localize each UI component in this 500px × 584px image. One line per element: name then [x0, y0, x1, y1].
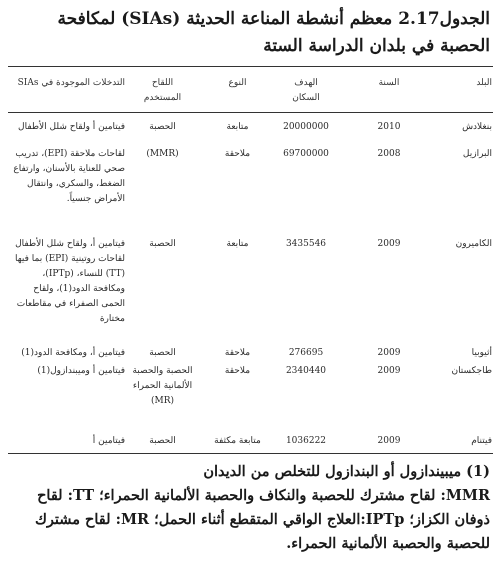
row-country: البرازيل [462, 149, 492, 159]
header-target-line1: الهدف [294, 78, 318, 88]
header-target-line2: السكان [292, 93, 320, 103]
row-population: 2340440 [285, 366, 327, 376]
row-population: 3435546 [285, 239, 327, 249]
row-population: 276695 [288, 348, 324, 358]
header-vaccine-line2: المستخدم [143, 93, 182, 103]
row-country: طاجكستان [451, 366, 492, 376]
row-country: فيتنام [471, 436, 492, 446]
header-interventions: التدخلات الموجودة في SIAs [17, 78, 125, 88]
row-population: 20000000 [283, 122, 329, 132]
row-vaccine: (MMR) [146, 149, 179, 159]
header-year: السنة [378, 78, 400, 88]
table-header-rule [8, 112, 493, 113]
row-vaccine: الحصبة [149, 348, 176, 358]
header-type: النوع [228, 78, 247, 88]
row-year: 2009 [377, 436, 401, 446]
footnotes [10, 460, 490, 556]
row-vaccine: الحصبة [149, 122, 176, 132]
footnote-1: (1) ميبيندازول أو البندازول للتخلص من الديدان [203, 463, 490, 480]
row-population: 69700000 [283, 149, 329, 159]
row-interventions: فيتامين أ، ولقاح شلل الأطفال لقاحات روتينية (EPI) بما فيها (TT) للنساء، (IPTp)، ومكافحة الدود(1)، ولقاح الحمى الصفراء في مقاطعات مختارة [15, 239, 125, 324]
abbreviations: MMR: لقاح مشترك للحصبة والنكاف والحصبة الألمانية الحمراء؛ TT: لقاح ذوفان الكزاز؛ IPTp:العلاج الواقي المتقطع أثناء الحمل؛ MR: لقاح مشترك للحصبة والحصبة الألمانية الحمراء. [34, 487, 490, 552]
row-vaccine: الحصبة [149, 436, 176, 446]
row-year: 2009 [377, 239, 401, 249]
row-interventions: فيتامين أ ولقاح شلل الأطفال [18, 122, 125, 132]
table-bottom-rule [8, 453, 493, 454]
row-population: 1036222 [285, 436, 327, 446]
row-interventions: لقاحات ملاحقة (EPI)، تدريب صحي للعناية بالأسنان، وارتفاع الضغط، والسكري، وانتقال الأمراض جنسياً. [13, 149, 125, 204]
header-target [272, 76, 340, 106]
row-type: متابعة [226, 122, 249, 132]
row-country: الكاميرون [455, 239, 492, 249]
row-country: بنغلادش [462, 122, 492, 132]
row-type: ملاحقة [224, 149, 251, 159]
row-type: متابعة مكثفة [214, 436, 261, 446]
row-type: ملاحقة [224, 348, 251, 358]
row-type: متابعة [226, 239, 249, 249]
row-interventions: فيتامين أ [92, 436, 125, 446]
row-interventions: فيتامين أ وميبندازول(1) [37, 366, 125, 376]
row-year: 2008 [377, 149, 401, 159]
header-vaccine [130, 76, 195, 106]
header-vaccine-line1: اللقاح [151, 78, 174, 88]
row-vaccine: الحصبة [149, 239, 176, 249]
row-type: ملاحقة [224, 366, 251, 376]
row-year: 2009 [377, 366, 401, 376]
row-interventions: فيتامين أ، ومكافحة الدود(1) [21, 348, 125, 358]
row-year: 2009 [377, 348, 401, 358]
table-caption: الجدول2.17 معظم أنشطة المناعة الحديثة (SIAs) لمكافحة الحصبة في بلدان الدراسة الستة [57, 9, 490, 56]
row-country: أثيوبيا [471, 348, 492, 358]
row-vaccine: الحصبة والحصبة الألمانية الحمراء (MR) [132, 366, 193, 406]
header-country: البلد [476, 78, 492, 88]
row-year: 2010 [377, 122, 401, 132]
table-top-rule [8, 66, 493, 67]
